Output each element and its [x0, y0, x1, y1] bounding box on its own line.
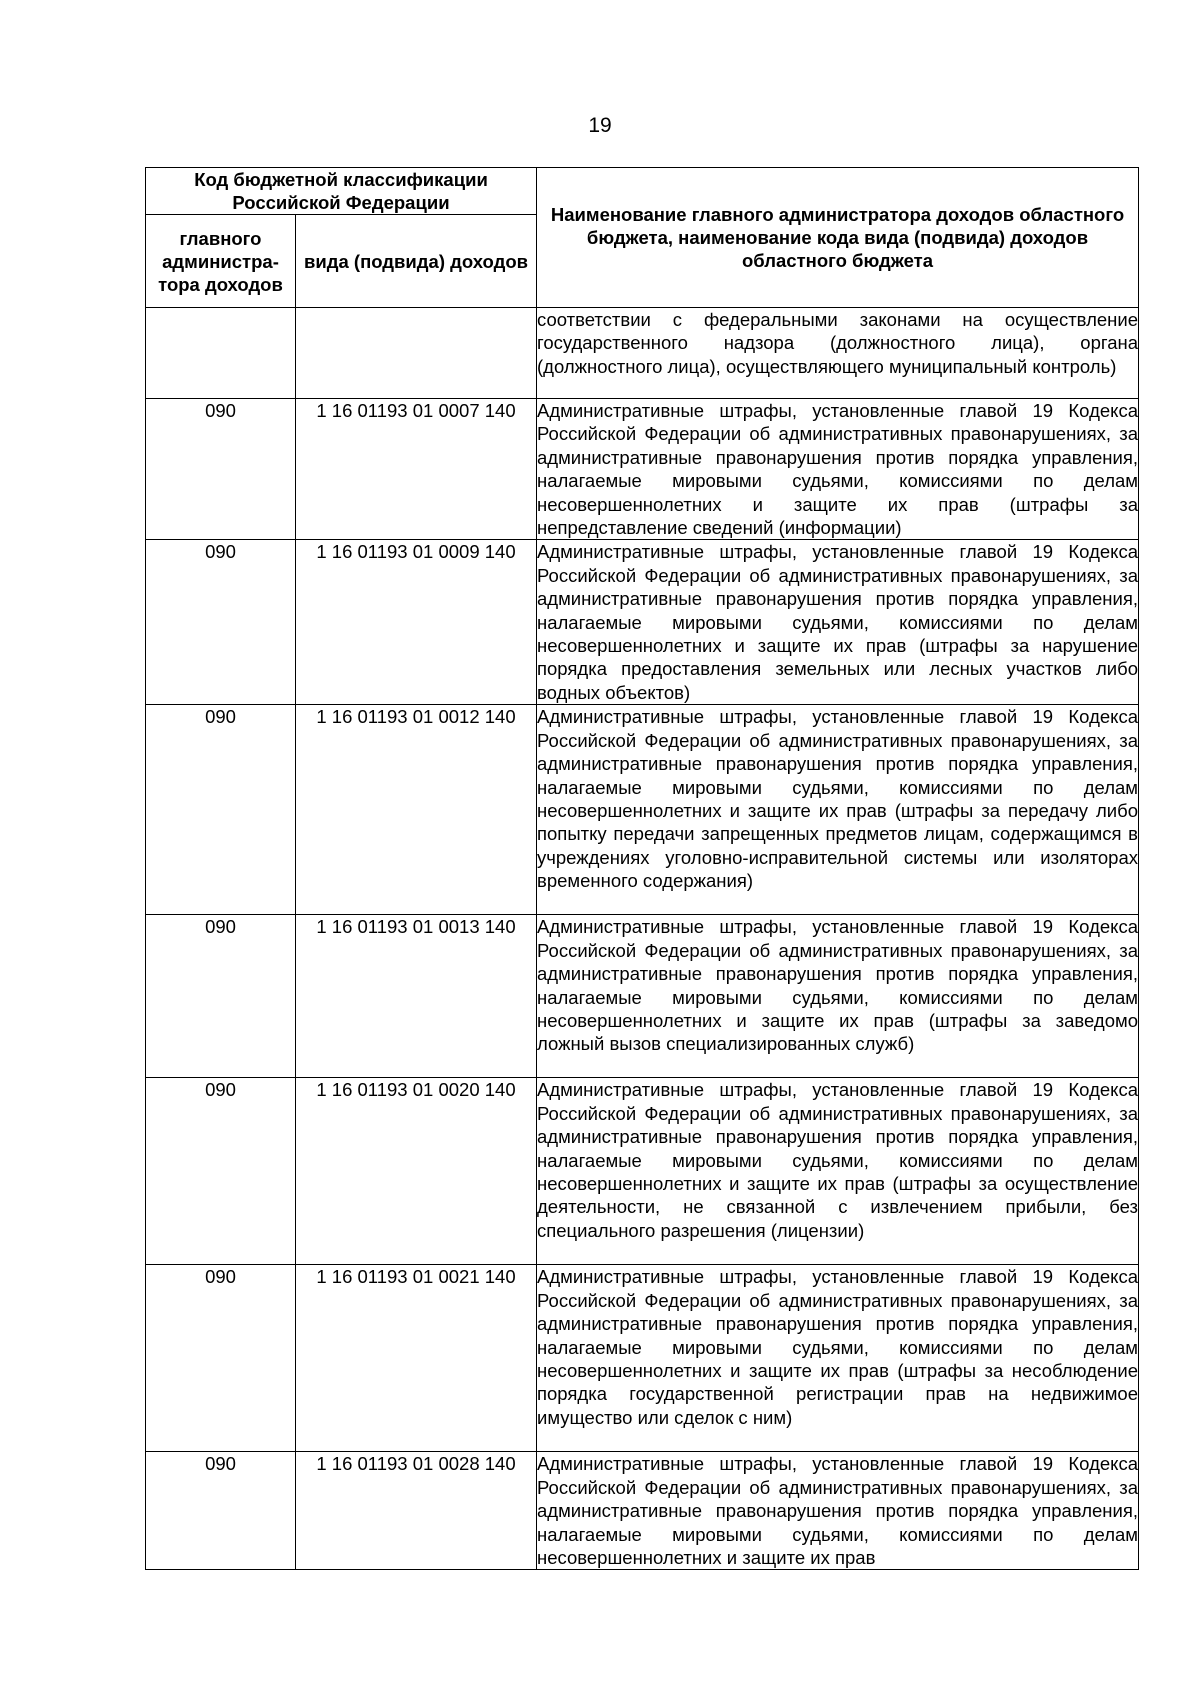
table-body [146, 308, 1139, 1570]
page-number: 19 [588, 114, 612, 137]
description-cell: Административные штрафы, установленные главой 19 Кодекса Российской Федерации об административных правонарушениях, за административные правонарушения против порядка управления, налагаемые мировыми судьями, комиссиями по делам несовершеннолетних и защите их прав [537, 1453, 1138, 1568]
description-cell: Административные штрафы, установленные главой 19 Кодекса Российской Федерации об административных правонарушениях, за административные правонарушения против порядка управления, налагаемые мировыми судьями, комиссиями по делам несовершеннолетних и защите их прав (штрафы за непредставление сведений (информации) [537, 400, 1138, 539]
admin-code-cell [146, 308, 296, 399]
income-code-cell: 1 16 01193 01 0007 140 [296, 399, 537, 540]
table-row [146, 915, 1139, 1078]
income-code-cell: 1 16 01193 01 0028 140 [296, 1452, 537, 1570]
income-code-cell [296, 308, 537, 399]
admin-code-cell: 090 [146, 1078, 296, 1265]
table-row [146, 705, 1139, 915]
header-name-column: Наименование главного администратора доходов областного бюджета, наименование кода вида (подвида) доходов областного бюджета [537, 168, 1139, 308]
admin-code-cell: 090 [146, 399, 296, 540]
header-admin-column: главного администра-тора доходов [146, 215, 296, 308]
admin-code-cell: 090 [146, 1452, 296, 1570]
admin-code-cell: 090 [146, 705, 296, 915]
income-code-cell: 1 16 01193 01 0021 140 [296, 1265, 537, 1452]
description-cell: Административные штрафы, установленные главой 19 Кодекса Российской Федерации об административных правонарушениях, за административные правонарушения против порядка управления, налагаемые мировыми судьями, комиссиями по делам несовершеннолетних и защите их прав (штрафы за передачу либо попытку передачи запрещенных предметов лицам, содержащимся в учреждениях уголовно-исправительной системы или изоляторах временного содержания) [537, 705, 1139, 915]
admin-code-cell: 090 [146, 915, 296, 1078]
table-row [146, 399, 1139, 540]
table-row [146, 1452, 1139, 1570]
header-group-title: Код бюджетной классификации Российской Федерации [146, 168, 537, 215]
table-row [146, 1078, 1139, 1265]
table-row [146, 308, 1139, 399]
table-row [146, 540, 1139, 705]
description-cell: соответствии с федеральными законами на осуществление государственного надзора (должностного лица), органа (должностного лица), осуществляющего муниципальный контроль) [537, 308, 1139, 399]
description-cell: Административные штрафы, установленные главой 19 Кодекса Российской Федерации об административных правонарушениях, за административные правонарушения против порядка управления, налагаемые мировыми судьями, комиссиями по делам несовершеннолетних и защите их прав (штрафы за осуществление деятельности, не связанной с извлечением прибыли, без специального разрешения (лицензии) [537, 1078, 1139, 1265]
income-code-cell: 1 16 01193 01 0012 140 [296, 705, 537, 915]
budget-classification-table [145, 167, 1139, 1570]
description-cell: Административные штрафы, установленные главой 19 Кодекса Российской Федерации об административных правонарушениях, за административные правонарушения против порядка управления, налагаемые мировыми судьями, комиссиями по делам несовершеннолетних и защите их прав (штрафы за нарушение порядка предоставления земельных или лесных участков либо водных объектов) [537, 541, 1138, 703]
description-cell: Административные штрафы, установленные главой 19 Кодекса Российской Федерации об административных правонарушениях, за административные правонарушения против порядка управления, налагаемые мировыми судьями, комиссиями по делам несовершеннолетних и защите их прав (штрафы за несоблюдение порядка государственной регистрации прав на недвижимое имущество или сделок с ним) [537, 1265, 1139, 1452]
income-code-cell: 1 16 01193 01 0013 140 [296, 915, 537, 1078]
admin-code-cell: 090 [146, 1265, 296, 1452]
income-code-cell: 1 16 01193 01 0009 140 [296, 540, 537, 705]
income-code-cell: 1 16 01193 01 0020 140 [296, 1078, 537, 1265]
table-row [146, 1265, 1139, 1452]
admin-code-cell: 090 [146, 540, 296, 705]
description-cell: Административные штрафы, установленные главой 19 Кодекса Российской Федерации об административных правонарушениях, за административные правонарушения против порядка управления, налагаемые мировыми судьями, комиссиями по делам несовершеннолетних и защите их прав (штрафы за заведомо ложный вызов специализированных служб) [537, 915, 1139, 1078]
header-code-column: вида (подвида) доходов [296, 215, 537, 308]
